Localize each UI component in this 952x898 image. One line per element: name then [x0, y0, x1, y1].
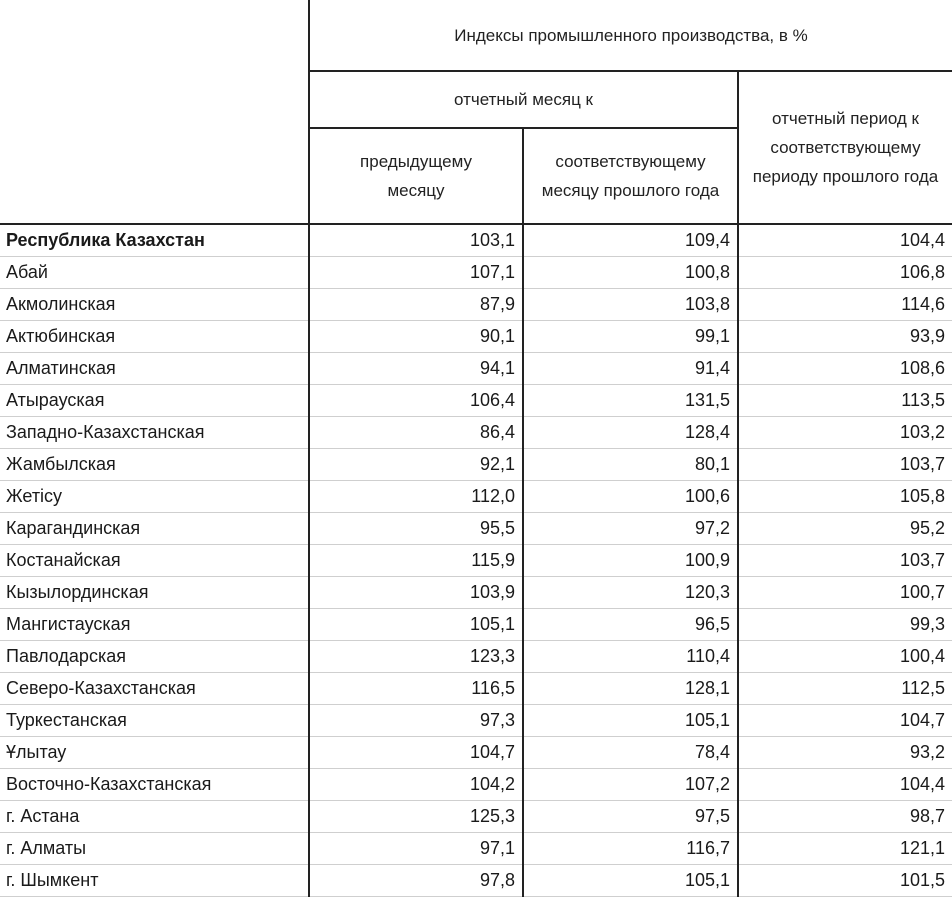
period-value: 104,4: [738, 769, 952, 801]
same-month-prev-year-value: 105,1: [523, 865, 738, 897]
region-name-cell: Костанайская: [0, 545, 309, 577]
previous-month-value: 105,1: [309, 609, 523, 641]
same-month-prev-year-value: 78,4: [523, 737, 738, 769]
same-month-prev-year-value: 80,1: [523, 449, 738, 481]
same-month-prev-year-value: 97,2: [523, 513, 738, 545]
previous-month-value: 86,4: [309, 417, 523, 449]
region-name-cell: Жетісу: [0, 481, 309, 513]
table-header: [0, 0, 952, 224]
region-name-cell: Восточно-Казахстанская: [0, 769, 309, 801]
same-month-prev-year-value: 107,2: [523, 769, 738, 801]
previous-month-value: 97,8: [309, 865, 523, 897]
region-name-cell: Алматинская: [0, 353, 309, 385]
table-row: [0, 737, 952, 769]
table-row: [0, 833, 952, 865]
previous-month-value: 107,1: [309, 257, 523, 289]
table-row: [0, 641, 952, 673]
period-value: 113,5: [738, 385, 952, 417]
same-month-prev-year-value: 100,6: [523, 481, 738, 513]
same-month-prev-year-value: 128,4: [523, 417, 738, 449]
previous-month-value: 115,9: [309, 545, 523, 577]
table-row: [0, 705, 952, 737]
previous-month-value: 95,5: [309, 513, 523, 545]
same-month-prev-year-value: 99,1: [523, 321, 738, 353]
region-name-cell: Ұлытау: [0, 737, 309, 769]
table-row: [0, 321, 952, 353]
period-value: 104,4: [738, 224, 952, 257]
region-header-cell: [0, 0, 309, 224]
previous-month-value: 90,1: [309, 321, 523, 353]
previous-month-value: 94,1: [309, 353, 523, 385]
period-value: 99,3: [738, 609, 952, 641]
previous-month-value: 103,1: [309, 224, 523, 257]
period-value: 106,8: [738, 257, 952, 289]
header-reporting-month-label: отчетный месяц к: [454, 90, 593, 109]
period-value: 114,6: [738, 289, 952, 321]
table-row: [0, 417, 952, 449]
header-reporting-period: [738, 71, 952, 224]
period-value: 103,7: [738, 449, 952, 481]
previous-month-value: 87,9: [309, 289, 523, 321]
table-row: [0, 769, 952, 801]
previous-month-value: 97,3: [309, 705, 523, 737]
previous-month-value: 106,4: [309, 385, 523, 417]
period-value: 98,7: [738, 801, 952, 833]
period-value: 103,7: [738, 545, 952, 577]
same-month-prev-year-value: 100,9: [523, 545, 738, 577]
header-same-month-label: соответствующему месяцу прошлого года: [541, 152, 720, 200]
period-value: 103,2: [738, 417, 952, 449]
region-name-cell: Актюбинская: [0, 321, 309, 353]
period-value: 100,7: [738, 577, 952, 609]
same-month-prev-year-value: 128,1: [523, 673, 738, 705]
period-value: 95,2: [738, 513, 952, 545]
period-value: 93,9: [738, 321, 952, 353]
previous-month-value: 92,1: [309, 449, 523, 481]
region-name-cell: Карагандинская: [0, 513, 309, 545]
period-value: 93,2: [738, 737, 952, 769]
table-row: [0, 224, 952, 257]
same-month-prev-year-value: 100,8: [523, 257, 738, 289]
same-month-prev-year-value: 116,7: [523, 833, 738, 865]
table-row: [0, 385, 952, 417]
same-month-prev-year-value: 105,1: [523, 705, 738, 737]
period-value: 101,5: [738, 865, 952, 897]
table-row: [0, 673, 952, 705]
table-row: [0, 353, 952, 385]
previous-month-value: 103,9: [309, 577, 523, 609]
previous-month-value: 123,3: [309, 641, 523, 673]
previous-month-value: 97,1: [309, 833, 523, 865]
period-value: 112,5: [738, 673, 952, 705]
region-name-cell: Кызылординская: [0, 577, 309, 609]
region-name-cell: Северо-Казахстанская: [0, 673, 309, 705]
period-value: 121,1: [738, 833, 952, 865]
region-name-cell: Туркестанская: [0, 705, 309, 737]
table-row: [0, 513, 952, 545]
previous-month-value: 104,2: [309, 769, 523, 801]
same-month-prev-year-value: 97,5: [523, 801, 738, 833]
period-value: 104,7: [738, 705, 952, 737]
same-month-prev-year-value: 96,5: [523, 609, 738, 641]
previous-month-value: 104,7: [309, 737, 523, 769]
table-row: [0, 577, 952, 609]
same-month-prev-year-value: 110,4: [523, 641, 738, 673]
region-name-cell: г. Шымкент: [0, 865, 309, 897]
region-name-cell: Западно-Казахстанская: [0, 417, 309, 449]
table-row: [0, 801, 952, 833]
header-previous-month-label: предыдущему месяцу: [360, 152, 472, 200]
region-name-cell: Мангистауская: [0, 609, 309, 641]
table-body: [0, 224, 952, 897]
table-row: [0, 257, 952, 289]
table-row: [0, 545, 952, 577]
same-month-prev-year-value: 103,8: [523, 289, 738, 321]
period-value: 100,4: [738, 641, 952, 673]
region-name-cell: Акмолинская: [0, 289, 309, 321]
table-row: [0, 865, 952, 897]
region-name-cell: г. Алматы: [0, 833, 309, 865]
same-month-prev-year-value: 109,4: [523, 224, 738, 257]
header-reporting-period-label: отчетный период к соответствующему периоду прошлого года: [752, 109, 939, 186]
region-name-cell: Абай: [0, 257, 309, 289]
region-name-cell: Павлодарская: [0, 641, 309, 673]
previous-month-value: 125,3: [309, 801, 523, 833]
header-reporting-month: [309, 71, 738, 128]
table-row: [0, 481, 952, 513]
region-name-cell: г. Астана: [0, 801, 309, 833]
same-month-prev-year-value: 120,3: [523, 577, 738, 609]
header-same-month-prev-year: [523, 128, 738, 224]
period-value: 108,6: [738, 353, 952, 385]
same-month-prev-year-value: 91,4: [523, 353, 738, 385]
previous-month-value: 116,5: [309, 673, 523, 705]
table-row: [0, 609, 952, 641]
previous-month-value: 112,0: [309, 481, 523, 513]
header-main: [309, 0, 952, 71]
period-value: 105,8: [738, 481, 952, 513]
header-main-label: Индексы промышленного производства, в %: [454, 25, 808, 45]
region-name-cell: Атырауская: [0, 385, 309, 417]
same-month-prev-year-value: 131,5: [523, 385, 738, 417]
region-name-cell: Республика Казахстан: [0, 224, 309, 257]
table-row: [0, 449, 952, 481]
header-previous-month: [309, 128, 523, 224]
region-name-cell: Жамбылская: [0, 449, 309, 481]
table-row: [0, 289, 952, 321]
